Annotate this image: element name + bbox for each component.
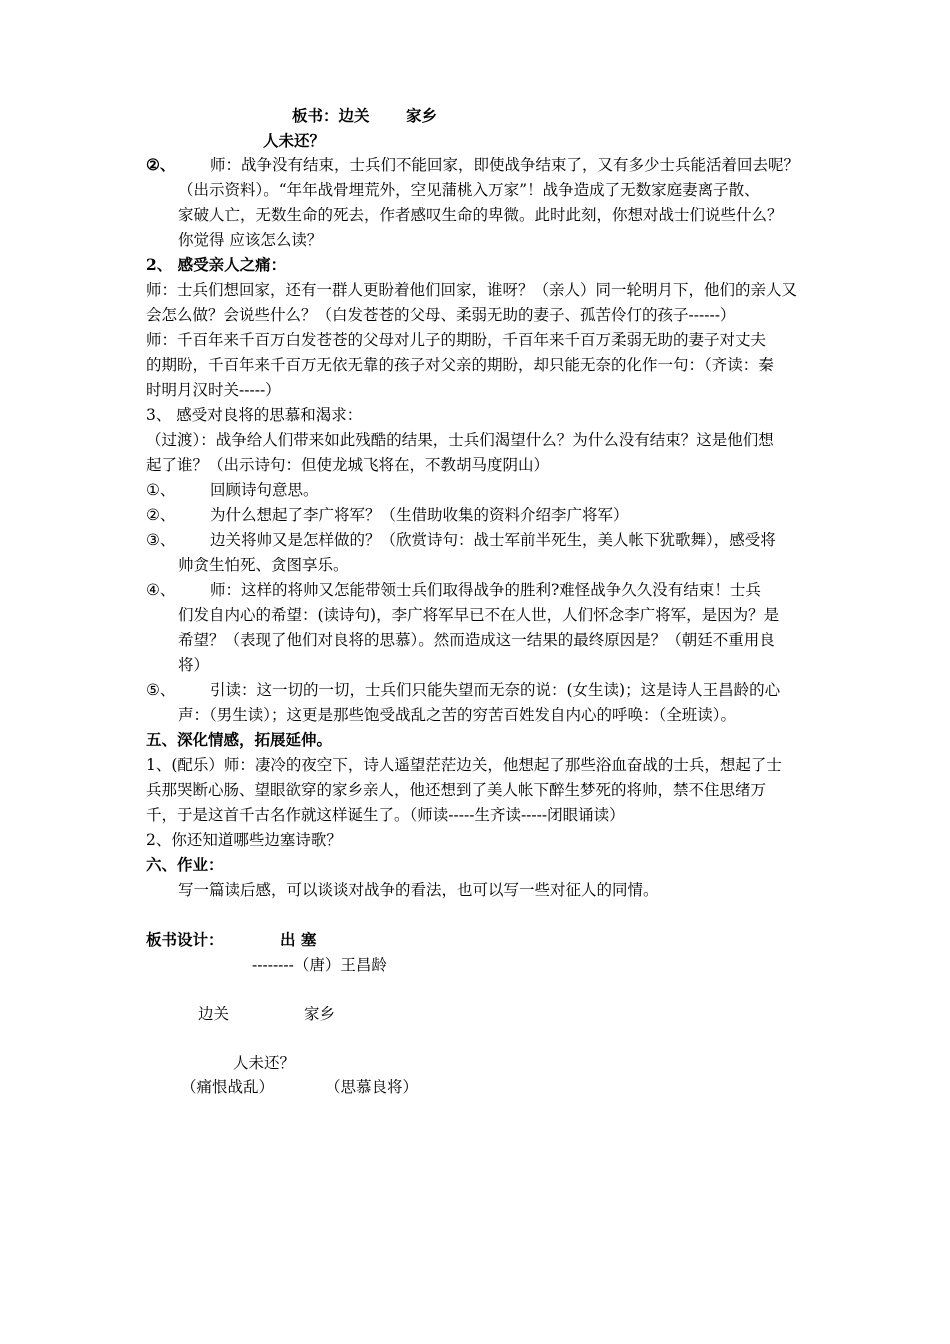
paragraph-line: 时明月汉时关-----） (146, 381, 281, 399)
item-marker: ③、 (146, 531, 176, 549)
paragraph-line: 师：战争没有结束，士兵们不能回家，即使战争结束了，又有多少士兵能活着回去呢？ (210, 156, 800, 174)
item-marker: ④、 (146, 581, 176, 599)
paragraph-line: 家破人亡，无数生命的死去，作者感叹生命的卑微。此时此刻，你想对战士们说些什么？ (178, 206, 783, 224)
board-design-question: 人未还？ (233, 1054, 296, 1072)
paragraph-line: 千，于是这首千古名作就这样诞生了。（师读-----生齐读-----闭眼诵读） (146, 806, 625, 824)
paragraph-line: 师：千百年来千百万白发苍苍的父母对儿子的期盼，千百年来千百万柔弱无助的妻子对丈夫 (146, 331, 767, 349)
board-design-right-note: （思慕良将） (325, 1078, 419, 1096)
paragraph-line: 起了谁？（出示诗句：但使龙城飞将在，不教胡马度阴山） (146, 456, 550, 474)
item-marker: ①、 (146, 481, 176, 499)
section-heading: 3、 感受对良将的思慕和渴求： (146, 406, 363, 424)
board-design-label: 板书设计： (146, 930, 224, 949)
paragraph-line: 你觉得 应该怎么读？ (178, 231, 323, 249)
board-design-left-note: （痛恨战乱） (181, 1078, 275, 1096)
paragraph-line: 2、你还知道哪些边塞诗歌？ (146, 831, 342, 849)
board-design-right: 家乡 (304, 1005, 336, 1023)
board-design-title: 出 塞 (280, 930, 317, 949)
paragraph-line: （过渡）：战争给人们带来如此残酷的结果，士兵们渴望什么？为什么没有结束？这是他们想 (146, 431, 774, 449)
paragraph-line: 兵那哭断心肠、望眼欲穿的家乡亲人，他还想到了美人帐下醉生梦死的将帅，禁不住思绪万 (146, 781, 767, 799)
item-marker: ②、 (146, 155, 176, 174)
paragraph-line: 的期盼，千百年来千百万无依无靠的孩子对父亲的期盼，却只能无奈的化作一句：（齐读：秦 (146, 356, 774, 374)
board-design-left: 边关 (198, 1005, 230, 1023)
section-heading: 2、 感受亲人之痛： (146, 255, 287, 274)
paragraph-line: 写一篇读后感，可以谈谈对战争的看法，也可以写一些对征人的同情。 (178, 881, 659, 899)
paragraph-line: 师：这样的将帅又怎能带领士兵们取得战争的胜利?难怪战争久久没有结束！士兵 (210, 581, 761, 599)
paragraph-line: 1、(配乐）师：凄冷的夜空下，诗人遥望茫茫边关，他想起了那些浴血奋战的士兵，想起了士 (146, 756, 782, 774)
paragraph-line: 会怎么做？会说些什么？（白发苍苍的父母、柔弱无助的妻子、孤苦伶仃的孩子------） (146, 306, 736, 324)
board-design-author: --------（唐）王昌龄 (252, 956, 387, 974)
paragraph-line: 帅贪生怕死、贪图享乐。 (178, 556, 349, 574)
paragraph-line: （出示资料）。“年年战骨埋荒外，空见蒲桃入万家”！战争造成了无数家庭妻离子散、 (178, 181, 760, 199)
section-heading: 五、深化情感，拓展延伸。 (146, 730, 333, 749)
paragraph-line: 回顾诗句意思。 (210, 481, 319, 499)
item-marker: ②、 (146, 506, 176, 524)
paragraph-line: 将） (178, 656, 210, 674)
item-marker: ⑤、 (146, 681, 176, 699)
paragraph-line: 为什么想起了李广将军？（生借助收集的资料介绍李广将军） (210, 506, 629, 524)
section-heading: 六、作业： (146, 855, 224, 874)
paragraph-line: 们发自内心的希望：(读诗句)，李广将军早已不在人世，人们怀念李广将军，是因为？是 (178, 606, 780, 624)
top-board-label: 板书：边关 (292, 106, 370, 125)
paragraph-line: 引读：这一切的一切，士兵们只能失望而无奈的说：(女生读)；这是诗人王昌龄的心 (210, 681, 781, 699)
paragraph-line: 希望？（表现了他们对良将的思慕）。然而造成这一结果的最终原因是？（朝廷不重用良 (178, 631, 775, 649)
top-board-right: 家乡 (406, 106, 438, 125)
paragraph-line: 边关将帅又是怎样做的？（欣赏诗句：战士军前半死生，美人帐下犹歌舞），感受将 (210, 531, 776, 549)
paragraph-line: 师：士兵们想回家，还有一群人更盼着他们回家，谁呀？（亲人）同一轮明月下，他们的亲人又 (146, 281, 798, 299)
top-board-question: 人未还？ (263, 131, 326, 150)
paragraph-line: 声：（男生读）；这更是那些饱受战乱之苦的穷苦百姓发自内心的呼唤：（全班读）。 (178, 706, 737, 724)
